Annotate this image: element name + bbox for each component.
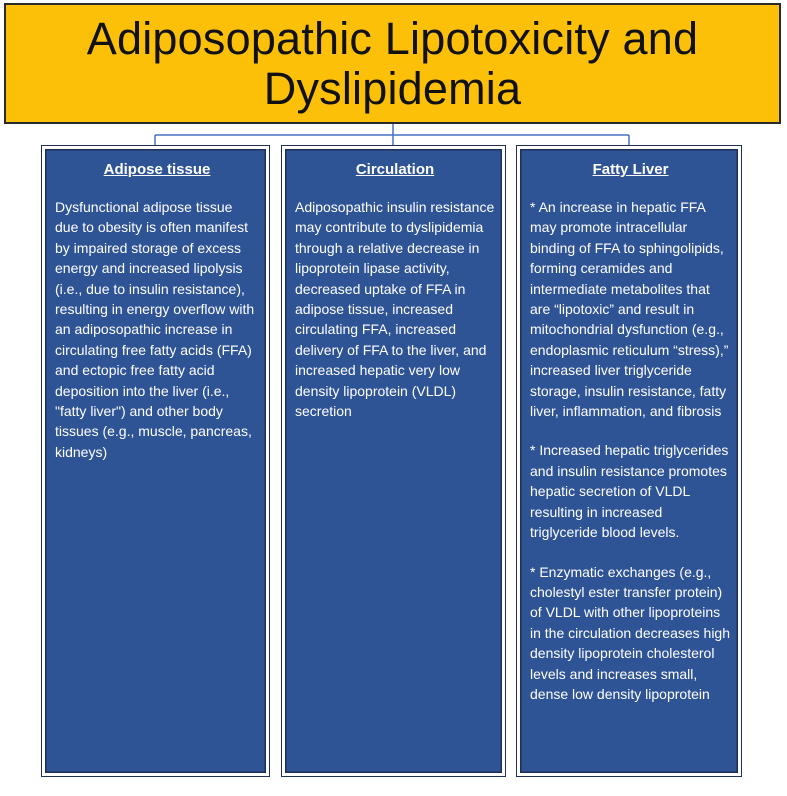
- circulation-text: [295, 197, 495, 421]
- fatty-liver-paragraph-2: * Increased hepatic triglycerides and insulin resistance promotes hepatic secretion of VLDL resulting in increased triglyceride blood levels.: [530, 442, 729, 541]
- fatty-liver-paragraph-1: * An increase in hepatic FFA may promote intracellular binding of FFA to sphingolipids, forming ceramides and intermediate metabolites that are “lipotoxic” and result in mitochondrial dysfunction (e.g., endoplasmic reticulum “stress),” increased liver triglyceride storage, insulin resistance, fatty liver, inflammation, and fibrosis: [530, 199, 729, 420]
- fatty-liver-paragraph-3: * Enzymatic exchanges (e.g., cholestyl ester transfer protein) of VLDL with other lipoproteins in the circulation decreases high density lipoprotein cholesterol levels and increases small, dense low density lipoprotein: [530, 563, 731, 702]
- adipose-tissue-paragraph: Dysfunctional adipose tissue due to obesity is often manifest by impaired storage of excess energy and increased lipolysis (i.e., due to insulin resistance), resulting in energy overflow with an adiposopathic increase in circulating free fatty acids (FFA) and ectopic free fatty acid deposition into the liver (i.e., "fatty liver") and other body tissues (e.g., muscle, pancreas, kidneys): [55, 199, 255, 460]
- fatty-liver-text: [530, 197, 731, 777]
- adipose-tissue-heading: Adipose tissue: [103, 161, 211, 178]
- fatty-liver-heading: Fatty Liver: [592, 161, 669, 178]
- fatty-liver-box: [516, 145, 742, 777]
- circulation-heading: Circulation: [355, 161, 435, 178]
- adipose-tissue-box: [41, 145, 270, 777]
- diagram-title: Adiposopathic Lipotoxicity and Dyslipidemia: [86, 12, 699, 114]
- circulation-box: [281, 145, 506, 777]
- circulation-paragraph: Adiposopathic insulin resistance may contribute to dyslipidemia through a relative decrease in lipoprotein lipase activity, decreased uptake of FFA in adipose tissue, increased circulating FFA, increased delivery of FFA to the liver, and increased hepatic very low density lipoprotein (VLDL) secretion: [295, 199, 495, 420]
- adipose-tissue-text: [55, 197, 259, 462]
- connector-lines: [0, 0, 787, 160]
